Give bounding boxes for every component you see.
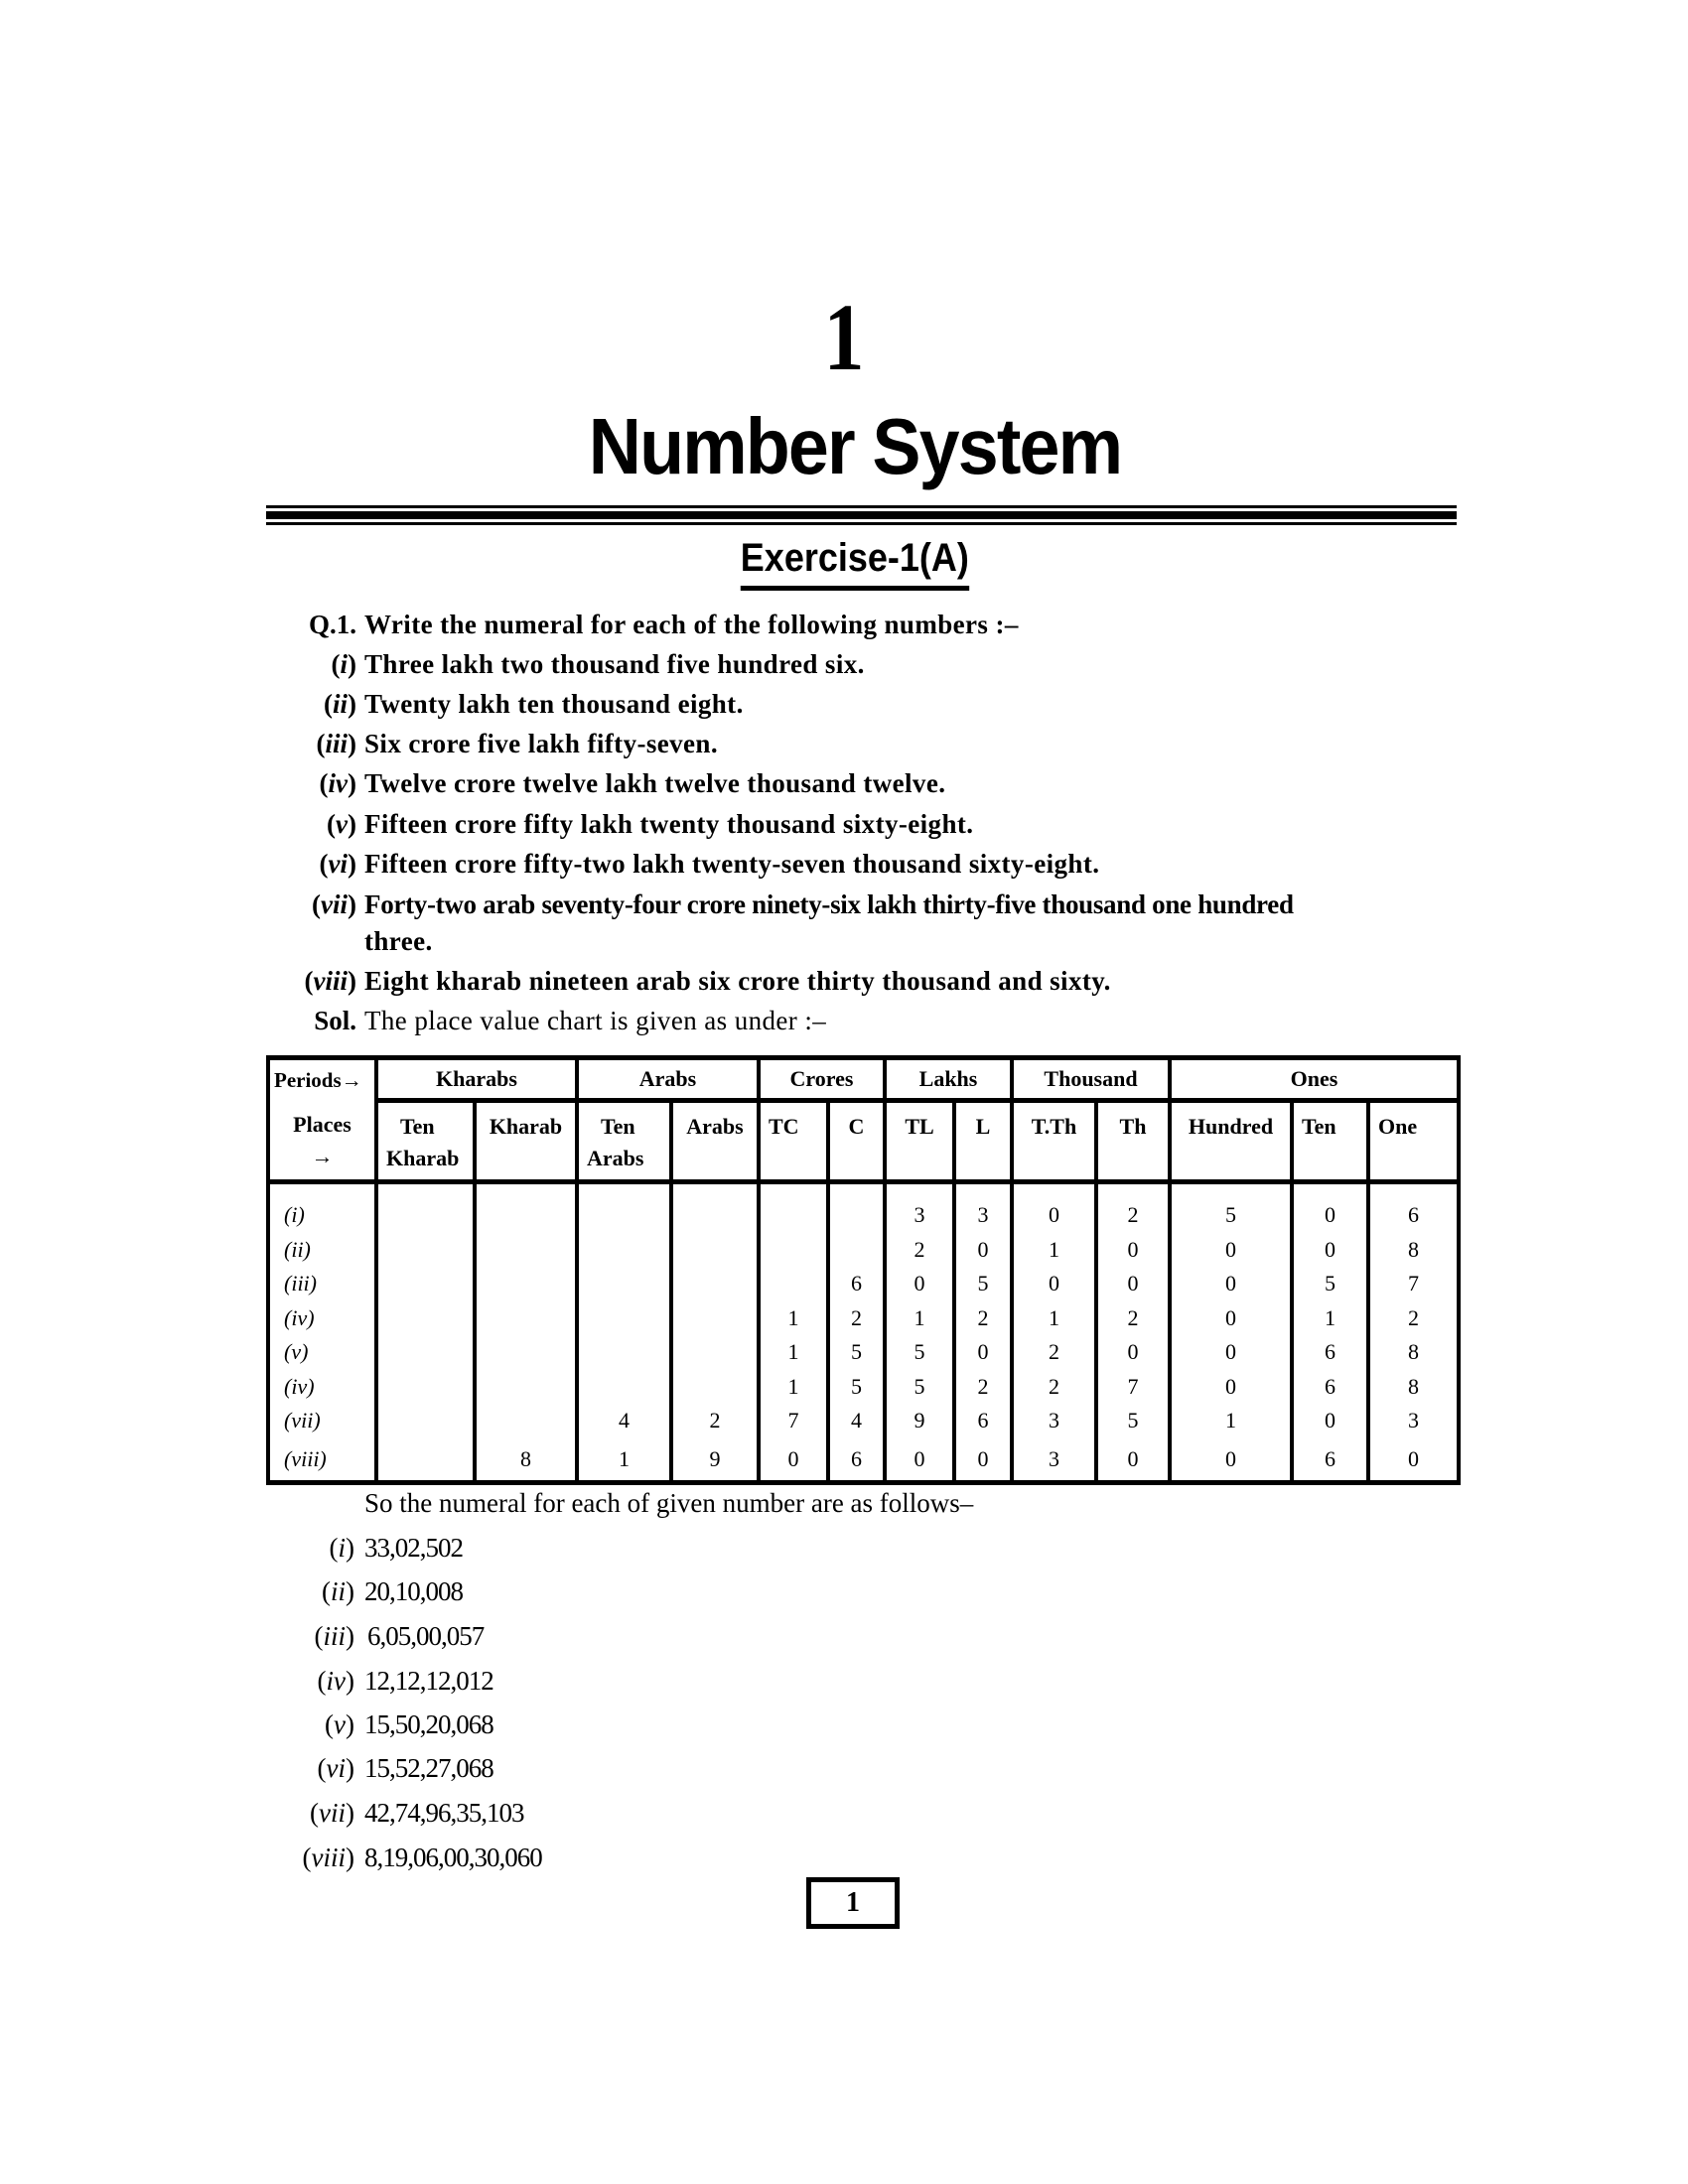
place-tc: TC	[759, 1101, 828, 1182]
table-cell: 6	[1325, 1445, 1336, 1471]
table-cell: 1	[1049, 1236, 1059, 1262]
table-cell	[477, 1404, 575, 1438]
row-label: (iii)	[284, 1271, 317, 1296]
table-cell	[673, 1267, 757, 1301]
place-one: One	[1368, 1101, 1459, 1182]
row-label: (ii)	[284, 1236, 311, 1262]
table-cell: 6	[1325, 1339, 1336, 1364]
table-cell: 0	[1225, 1445, 1236, 1471]
answer-value: 15,52,27,068	[364, 1753, 493, 1783]
table-cell: 9	[914, 1408, 925, 1433]
periods-header-row	[268, 1058, 1459, 1101]
table-cell: 1	[914, 1304, 925, 1330]
table-body-row	[268, 1182, 1459, 1483]
table-cell: 0	[914, 1445, 925, 1471]
table-cell: 7	[1408, 1271, 1419, 1296]
question-prompt: Write the numeral for each of the following numbers :–	[364, 610, 1019, 639]
table-cell	[477, 1370, 575, 1405]
question-item-label: (iii)	[316, 729, 356, 758]
table-cell: 5	[914, 1373, 925, 1399]
table-cell: 1	[787, 1304, 799, 1330]
column-l	[954, 1182, 1012, 1483]
table-cell: 6	[1408, 1202, 1419, 1227]
period-kharabs: Kharabs	[376, 1058, 577, 1101]
table-cell	[761, 1233, 826, 1268]
table-cell	[378, 1404, 473, 1438]
table-cell: 0	[1408, 1445, 1419, 1471]
table-cell: 0	[1127, 1271, 1139, 1296]
title-rule-top	[266, 505, 1457, 508]
place-ten-kharab: Ten Kharab	[376, 1101, 475, 1182]
place-kharab: Kharab	[475, 1101, 577, 1182]
table-cell	[673, 1370, 757, 1405]
place-value-table	[266, 1055, 1461, 1485]
column-tth	[1012, 1182, 1096, 1483]
answer-label: (ii)	[321, 1576, 354, 1606]
table-cell: 0	[977, 1236, 989, 1262]
table-cell: 7	[1127, 1373, 1139, 1399]
question-item-label: (i)	[331, 649, 356, 679]
table-cell: 8	[1408, 1236, 1419, 1262]
table-cell: 0	[1225, 1339, 1236, 1364]
answer-value: 8,19,06,00,30,060	[364, 1843, 542, 1872]
table-cell: 2	[1127, 1304, 1139, 1330]
table-cell: 0	[1049, 1271, 1059, 1296]
page-number: 1	[806, 1877, 900, 1929]
table-cell: 2	[1408, 1304, 1419, 1330]
chapter-title: Number System	[588, 402, 1122, 490]
question-item-label: (vi)	[319, 849, 356, 879]
exercise-heading	[0, 532, 1688, 591]
place-tth: T.Th	[1012, 1101, 1096, 1182]
answer-label: (iii)	[314, 1621, 354, 1651]
table-cell: 2	[1127, 1202, 1139, 1227]
place-ten: Ten	[1292, 1101, 1368, 1182]
periods-header: Periods→	[268, 1058, 376, 1101]
table-cell: 3	[914, 1202, 925, 1227]
question-item-text: Twenty lakh ten thousand eight.	[364, 689, 744, 719]
column-tc	[759, 1182, 828, 1483]
column-hundred	[1170, 1182, 1292, 1483]
table-cell	[378, 1370, 473, 1405]
table-cell: 4	[851, 1408, 862, 1433]
table-cell: 0	[1325, 1408, 1336, 1433]
column-tl	[885, 1182, 954, 1483]
period-lakhs: Lakhs	[885, 1058, 1012, 1101]
column-ten-arabs	[577, 1182, 671, 1483]
table-cell: 1	[1049, 1304, 1059, 1330]
table-cell: 0	[1325, 1202, 1336, 1227]
table-cell: 5	[1325, 1271, 1336, 1296]
place-th: Th	[1096, 1101, 1170, 1182]
table-cell: 6	[851, 1271, 862, 1296]
places-header: Places →	[268, 1101, 376, 1182]
table-cell	[378, 1267, 473, 1301]
table-cell	[761, 1198, 826, 1233]
table-cell: 2	[914, 1236, 925, 1262]
column-ten-kharab	[376, 1182, 475, 1483]
table-cell	[579, 1233, 669, 1268]
chapter-number: 1	[823, 284, 865, 390]
question-label: Q.1.	[308, 610, 356, 639]
table-cell	[830, 1233, 883, 1268]
table-cell: 3	[1049, 1445, 1059, 1471]
answer-value: 20,10,008	[364, 1576, 463, 1606]
title-rule-bottom	[266, 522, 1457, 525]
table-cell	[477, 1198, 575, 1233]
table-cell	[378, 1301, 473, 1336]
table-cell	[673, 1301, 757, 1336]
row-label: (viii)	[284, 1445, 327, 1471]
table-cell: 0	[787, 1445, 799, 1471]
period-ones: Ones	[1170, 1058, 1459, 1101]
answer-label: (iv)	[317, 1666, 354, 1696]
title-rule-thick	[266, 511, 1457, 519]
answer-label: (i)	[329, 1533, 354, 1563]
table-cell	[378, 1442, 473, 1477]
table-cell: 5	[914, 1339, 925, 1364]
question-item-text: Fifteen crore fifty-two lakh twenty-seven thousand sixty-eight.	[364, 849, 1100, 879]
table-cell: 4	[619, 1408, 630, 1433]
row-label: (iv)	[284, 1304, 315, 1330]
answer-label: (v)	[325, 1709, 354, 1739]
table-cell	[579, 1335, 669, 1370]
table-cell: 7	[787, 1408, 799, 1433]
answers-intro: So the numeral for each of given number are as follows–	[364, 1488, 974, 1518]
answer-value: 6,05,00,057	[367, 1621, 485, 1651]
table-cell	[579, 1198, 669, 1233]
table-cell: 8	[520, 1445, 531, 1471]
answer-value: 33,02,502	[364, 1533, 463, 1563]
question-item-text-continued: three.	[364, 926, 433, 956]
table-cell	[477, 1233, 575, 1268]
row-labels-column	[268, 1182, 376, 1483]
answer-label: (viii)	[302, 1843, 354, 1872]
table-cell	[477, 1267, 575, 1301]
table-cell: 5	[851, 1339, 862, 1364]
table-cell: 8	[1408, 1373, 1419, 1399]
place-tl: TL	[885, 1101, 954, 1182]
answer-label: (vi)	[317, 1753, 354, 1783]
answer-value: 12,12,12,012	[364, 1666, 493, 1696]
place-c: C	[828, 1101, 885, 1182]
row-label: (vii)	[284, 1408, 321, 1433]
table-cell: 2	[977, 1304, 989, 1330]
table-cell	[579, 1267, 669, 1301]
table-cell	[579, 1301, 669, 1336]
place-arabs: Arabs	[671, 1101, 759, 1182]
table-cell: 0	[1225, 1373, 1236, 1399]
solution-intro: The place value chart is given as under :–	[364, 1006, 827, 1035]
table-cell	[761, 1267, 826, 1301]
question-item-label: (v)	[327, 809, 356, 839]
table-cell: 2	[1049, 1339, 1059, 1364]
table-cell	[673, 1233, 757, 1268]
table-cell: 1	[619, 1445, 630, 1471]
table-cell: 8	[1408, 1339, 1419, 1364]
table-cell: 0	[977, 1445, 989, 1471]
answer-label: (vii)	[310, 1798, 354, 1828]
table-cell: 2	[851, 1304, 862, 1330]
table-cell: 0	[1225, 1236, 1236, 1262]
table-cell: 3	[1408, 1408, 1419, 1433]
table-cell: 0	[1225, 1271, 1236, 1296]
table-cell: 1	[1225, 1408, 1236, 1433]
table-cell	[378, 1335, 473, 1370]
table-cell: 6	[851, 1445, 862, 1471]
question-item-text: Six crore five lakh fifty-seven.	[364, 729, 718, 758]
question-item-text: Three lakh two thousand five hundred six.	[364, 649, 865, 679]
table-cell	[673, 1198, 757, 1233]
table-cell: 0	[1325, 1236, 1336, 1262]
row-label: (iv)	[284, 1373, 315, 1399]
table-cell: 3	[977, 1202, 989, 1227]
table-cell: 0	[1127, 1339, 1139, 1364]
column-kharab	[475, 1182, 577, 1483]
place-l: L	[954, 1101, 1012, 1182]
question-item-text: Fifteen crore fifty lakh twenty thousand sixty-eight.	[364, 809, 974, 839]
table-cell	[579, 1370, 669, 1405]
table-cell	[830, 1198, 883, 1233]
answer-value: 15,50,20,068	[364, 1709, 493, 1739]
column-th	[1096, 1182, 1170, 1483]
table-cell: 2	[1049, 1373, 1059, 1399]
question-item-text: Eight kharab nineteen arab six crore thirty thousand and sixty.	[364, 966, 1111, 996]
question-item-label: (viii)	[304, 966, 356, 996]
table-cell: 6	[1325, 1373, 1336, 1399]
table-cell: 0	[1049, 1202, 1059, 1227]
period-thousand: Thousand	[1012, 1058, 1170, 1101]
question-item-text: Forty-two arab seventy-four crore ninety-six lakh thirty-five thousand one hundred	[364, 889, 1294, 919]
table-cell: 2	[709, 1408, 721, 1433]
place-hundred: Hundred	[1170, 1101, 1292, 1182]
table-cell: 0	[1225, 1304, 1236, 1330]
question-item-text: Twelve crore twelve lakh twelve thousand twelve.	[364, 768, 946, 798]
period-crores: Crores	[759, 1058, 885, 1101]
table-cell: 9	[709, 1445, 721, 1471]
question-item-label: (ii)	[323, 689, 356, 719]
table-cell: 5	[1225, 1202, 1236, 1227]
column-c	[828, 1182, 885, 1483]
question-item-label: (vii)	[312, 889, 356, 919]
table-cell	[477, 1301, 575, 1336]
table-cell: 5	[1127, 1408, 1139, 1433]
table-cell: 5	[851, 1373, 862, 1399]
row-label: (v)	[284, 1339, 309, 1364]
table-cell	[673, 1335, 757, 1370]
column-one	[1368, 1182, 1459, 1483]
places-header-row	[268, 1101, 1459, 1182]
arrow-right-icon: →	[311, 1143, 334, 1168]
table-cell: 1	[787, 1339, 799, 1364]
place-ten-arabs: Ten Arabs	[577, 1101, 671, 1182]
table-cell: 2	[977, 1373, 989, 1399]
table-cell	[378, 1233, 473, 1268]
table-cell: 1	[1325, 1304, 1336, 1330]
table-cell: 3	[1049, 1408, 1059, 1433]
solution-label: Sol.	[314, 1006, 356, 1035]
exercise-title: Exercise-1(A)	[741, 532, 969, 591]
table-cell: 0	[1127, 1445, 1139, 1471]
column-ten	[1292, 1182, 1368, 1483]
table-cell: 6	[977, 1408, 989, 1433]
question-item-label: (iv)	[319, 768, 356, 798]
table-cell	[378, 1198, 473, 1233]
table-cell: 0	[977, 1339, 989, 1364]
table-cell: 1	[787, 1373, 799, 1399]
table-cell	[477, 1335, 575, 1370]
row-label: (i)	[284, 1202, 305, 1227]
table-cell: 0	[1127, 1236, 1139, 1262]
period-arabs: Arabs	[577, 1058, 759, 1101]
column-arabs	[671, 1182, 759, 1483]
table-cell: 0	[914, 1271, 925, 1296]
table-cell: 5	[977, 1271, 989, 1296]
answer-value: 42,74,96,35,103	[364, 1798, 524, 1828]
